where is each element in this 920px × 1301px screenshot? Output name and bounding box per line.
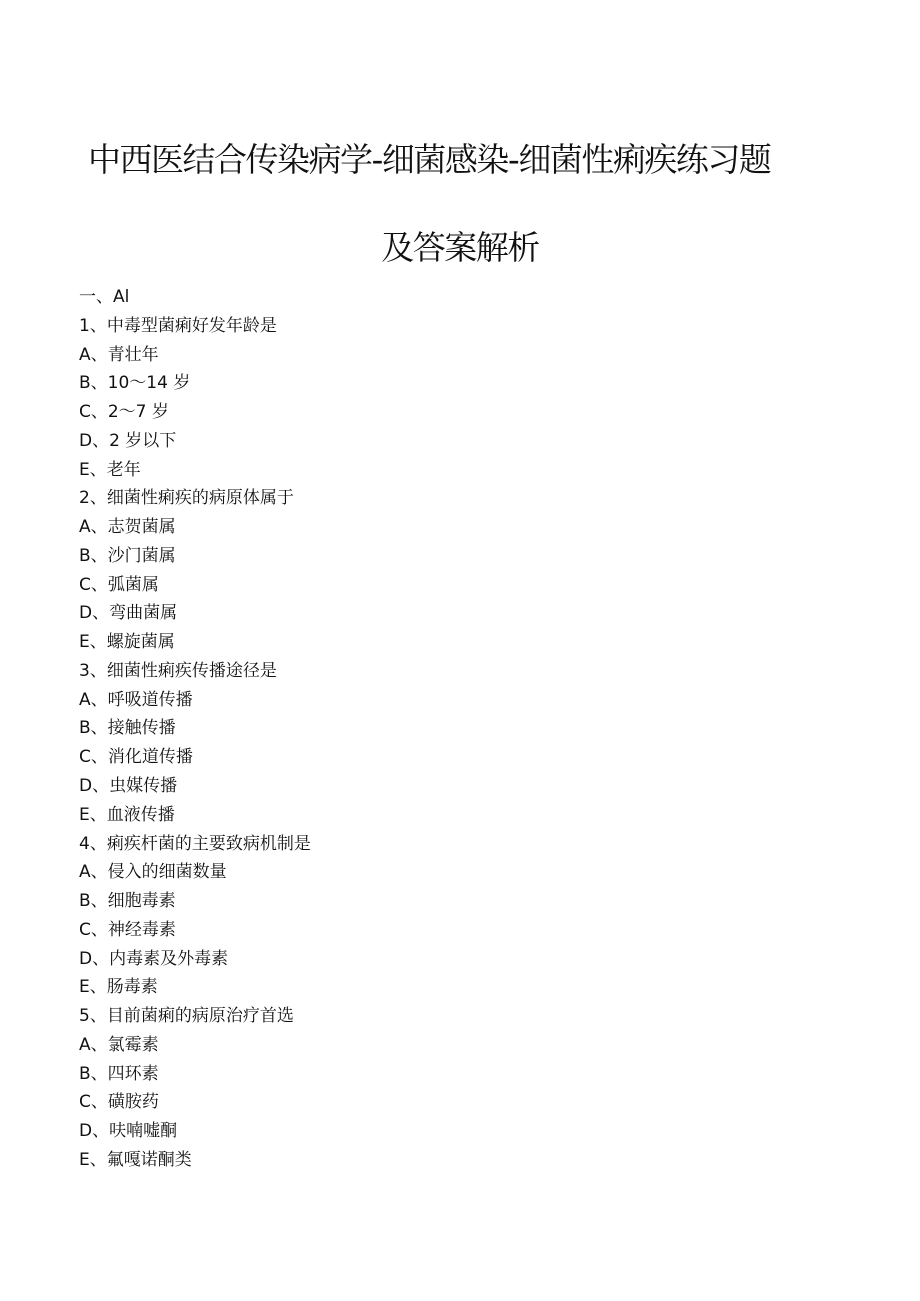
answer-option: B、细胞毒素 (79, 891, 176, 912)
answer-option: B、沙门菌属 (79, 545, 176, 566)
answer-option: E、氟嘎诺酮类 (79, 1149, 192, 1170)
answer-option: D、弯曲菌属 (79, 603, 178, 624)
question-stem: 4、痢疾杆菌的主要致病机制是 (79, 833, 311, 854)
answer-option: D、2 岁以下 (79, 430, 177, 451)
answer-option: A、青壮年 (79, 344, 159, 365)
question-stem: 1、中毒型菌痢好发年龄是 (79, 315, 277, 336)
answer-option: A、呼吸道传播 (79, 689, 193, 710)
answer-option: A、侵入的细菌数量 (79, 862, 227, 883)
document-subtitle: 及答案解析 (381, 228, 539, 267)
answer-option: C、消化道传播 (79, 747, 193, 768)
answer-option: C、弧菌属 (79, 574, 159, 595)
document-title: 中西医结合传染病学-细菌感染-细菌性痢疾练习题 (88, 140, 771, 179)
answer-option: B、10～14 岁 (79, 373, 191, 394)
question-stem: 2、细菌性痢疾的病原体属于 (79, 488, 294, 509)
question-list (79, 283, 311, 1175)
answer-option: B、接触传播 (79, 718, 176, 739)
answer-option: B、四环素 (79, 1063, 159, 1084)
answer-option: D、呋喃嘘酮 (79, 1121, 178, 1142)
answer-option: E、肠毒素 (79, 977, 158, 998)
answer-option: D、内毒素及外毒素 (79, 948, 229, 969)
answer-option: A、志贺菌属 (79, 517, 176, 538)
answer-option: E、老年 (79, 459, 141, 480)
question-stem: 5、目前菌痢的病原治疗首选 (79, 1006, 294, 1027)
section-heading: 一、Al (79, 287, 130, 307)
answer-option: A、氯霉素 (79, 1034, 159, 1055)
question-stem: 3、细菌性痢疾传播途径是 (79, 660, 277, 681)
answer-option: E、螺旋菌属 (79, 632, 175, 653)
answer-option: E、血液传播 (79, 804, 175, 825)
answer-option: C、神经毒素 (79, 919, 176, 940)
answer-option: D、虫媒传播 (79, 776, 178, 797)
answer-option: C、2～7 岁 (79, 402, 169, 423)
answer-option: C、磺胺药 (79, 1092, 159, 1113)
